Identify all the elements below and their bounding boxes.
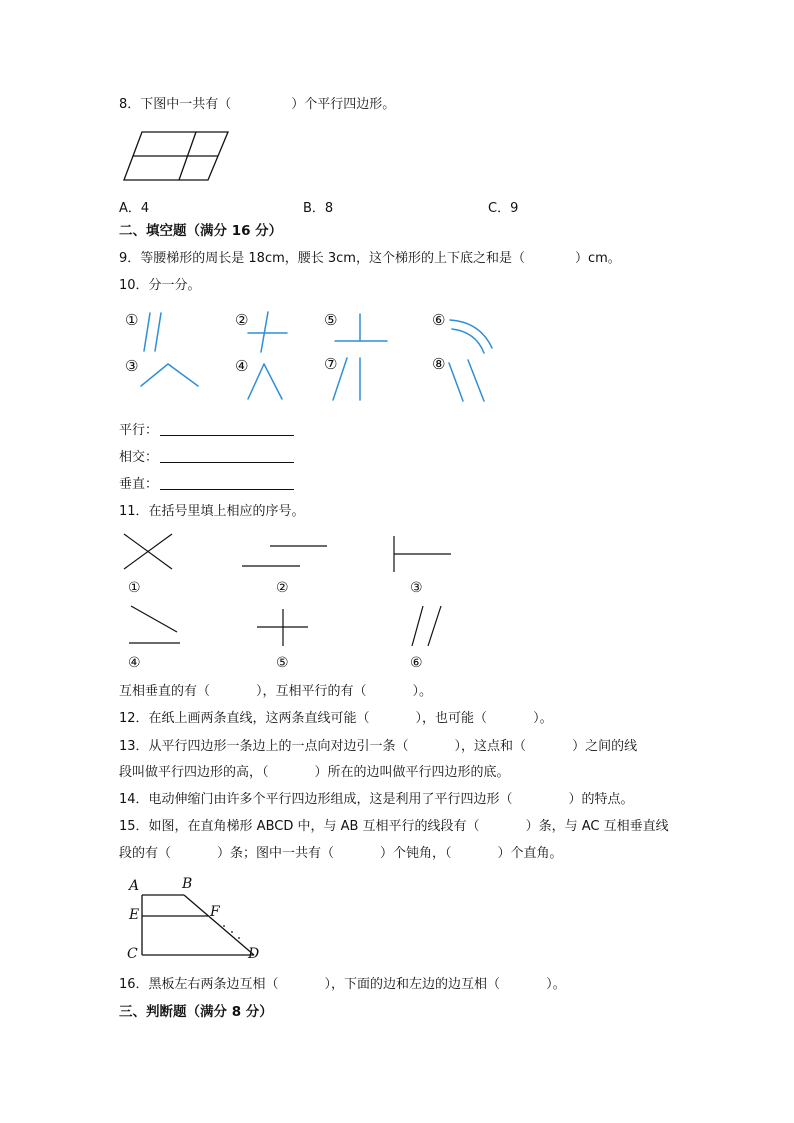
q10-answer-intersect-label: 相交： — [119, 450, 159, 465]
q14-text-b: ）的特点。 — [568, 792, 634, 807]
q12-text — [119, 710, 553, 728]
q10-fig6-arc-b — [452, 329, 484, 353]
q10-line-figures — [0, 300, 520, 410]
q10-label-5: ⑤ — [324, 311, 338, 329]
q10-answer-parallel-label: 平行： — [119, 423, 159, 438]
q8-option-b: B．8 — [303, 201, 334, 216]
q15-line1-a: 15．如图，在直角梯形 ABCD 中，与 AB 互相平行的线段有（ — [119, 819, 480, 834]
q11-answer-c: ）。 — [412, 684, 433, 699]
q10-label-1: ① — [125, 311, 139, 329]
q10-fig7-line-a — [333, 358, 347, 400]
q15-line-2 — [119, 845, 563, 863]
q15-point-c: C — [127, 946, 138, 962]
q11-line-figures — [0, 525, 520, 655]
q15-line2-b: ）条；图中一共有（ — [217, 846, 335, 861]
q8-text-a: 8．下图中一共有（ — [119, 97, 232, 112]
q11-answer — [119, 683, 432, 701]
q14-text-a: 14．电动伸缩门由许多个平行四边形组成，这是利用了平行四边形（ — [119, 792, 513, 807]
q10-label-6: ⑥ — [432, 311, 446, 329]
q10-answer-parallel — [119, 422, 294, 440]
q8-option-c: C．9 — [488, 201, 519, 216]
q16-text-c: ）。 — [546, 977, 566, 992]
q11-text: 11．在括号里填上相应的序号。 — [119, 504, 305, 519]
q11-label-1: ① — [128, 580, 141, 596]
q10-fig1-line-a — [144, 313, 150, 351]
q10-answer-parallel-blank[interactable] — [160, 422, 294, 436]
q15-point-a: A — [129, 878, 140, 894]
q15-line-1 — [119, 818, 669, 836]
q8-text-b: ）个平行四边形。 — [291, 97, 396, 112]
q11-fig6-line-a — [412, 606, 423, 646]
q15-point-b: B — [182, 876, 193, 892]
q10-answer-perpendicular-blank[interactable] — [160, 476, 294, 490]
q13-line-1 — [119, 738, 637, 756]
q10-label-4: ④ — [235, 357, 249, 375]
q11-label-4: ④ — [128, 655, 141, 671]
q10-label-8: ⑧ — [432, 355, 446, 373]
q15-line2-c: ）个钝角，（ — [380, 846, 452, 861]
q10-answer-perpendicular-label: 垂直： — [119, 477, 159, 492]
q8-text — [119, 96, 395, 114]
q16-text-b: ），下面的边和左边的边互相（ — [324, 977, 501, 992]
q16-text-a: 16．黑板左右两条边互相（ — [119, 977, 279, 992]
q13-line-2 — [119, 764, 510, 782]
q12-text-b: ），也可能（ — [415, 711, 488, 726]
q12-text-a: 12．在纸上画两条直线，这两条直线可能（ — [119, 711, 370, 726]
q10-label-7: ⑦ — [324, 355, 338, 373]
q8-option-a: A．4 — [119, 201, 150, 216]
q10-answer-perpendicular — [119, 476, 294, 494]
q10-text: 10．分一分。 — [119, 278, 201, 293]
q15-line1-b: ）条，与 AC 互相垂直线 — [525, 819, 669, 834]
q8-parallelogram-figure — [122, 130, 232, 184]
q10-answer-intersect — [119, 449, 294, 467]
q10-label-2: ② — [235, 311, 249, 329]
q12-text-c: ）。 — [533, 711, 553, 726]
q10-fig1-line-b — [155, 313, 161, 351]
q9-text — [119, 250, 621, 268]
q13-line2-b: ）所在的边叫做平行四边形的底。 — [314, 765, 510, 780]
q11-label-6: ⑥ — [410, 655, 423, 671]
q14-text — [119, 791, 634, 809]
q10-fig8-line-a — [449, 363, 463, 401]
q11-answer-b: ），互相平行的有（ — [256, 684, 367, 699]
q10-fig4-line-b — [264, 364, 282, 399]
q15-line2-d: ）个直角。 — [497, 846, 563, 861]
q11-label-2: ② — [276, 580, 289, 596]
q9-text-b: ）cm。 — [574, 251, 621, 266]
q11-fig6-line-b — [428, 606, 441, 646]
q15-point-e: E — [129, 907, 140, 923]
q10-answer-intersect-blank[interactable] — [160, 449, 294, 463]
q11-fig4-line-a — [131, 606, 177, 632]
q10-label-3: ③ — [125, 357, 139, 375]
q9-text-a: 9．等腰梯形的周长是 18cm，腰长 3cm，这个梯形的上下底之和是（ — [119, 251, 525, 266]
q11-label-5: ⑤ — [276, 655, 289, 671]
q10-fig4-line-a — [248, 364, 264, 399]
q15-point-d: D — [248, 946, 260, 962]
section-2-title: 二、填空题（满分 16 分） — [119, 223, 283, 239]
q11-answer-a: 互相垂直的有（ — [119, 684, 211, 699]
q13-line1-b: ），这点和（ — [454, 739, 527, 754]
section-3-title: 三、判断题（满分 8 分） — [119, 1004, 273, 1020]
q10-fig6-arc-a — [450, 320, 492, 348]
q16-text — [119, 976, 566, 994]
q10-fig3-angle — [141, 364, 198, 386]
q15-line2-a: 段的有（ — [119, 846, 172, 861]
q13-line2-a: 段叫做平行四边形的高，（ — [119, 765, 269, 780]
q13-line1-c: ）之间的线 — [572, 739, 638, 754]
q10-fig2-line-a — [261, 312, 268, 352]
q10-fig8-line-b — [468, 360, 484, 401]
q15-point-f: F — [210, 904, 220, 920]
q11-label-3: ③ — [410, 580, 423, 596]
q13-line1-a: 13．从平行四边形一条边上的一点向对边引一条（ — [119, 739, 409, 754]
